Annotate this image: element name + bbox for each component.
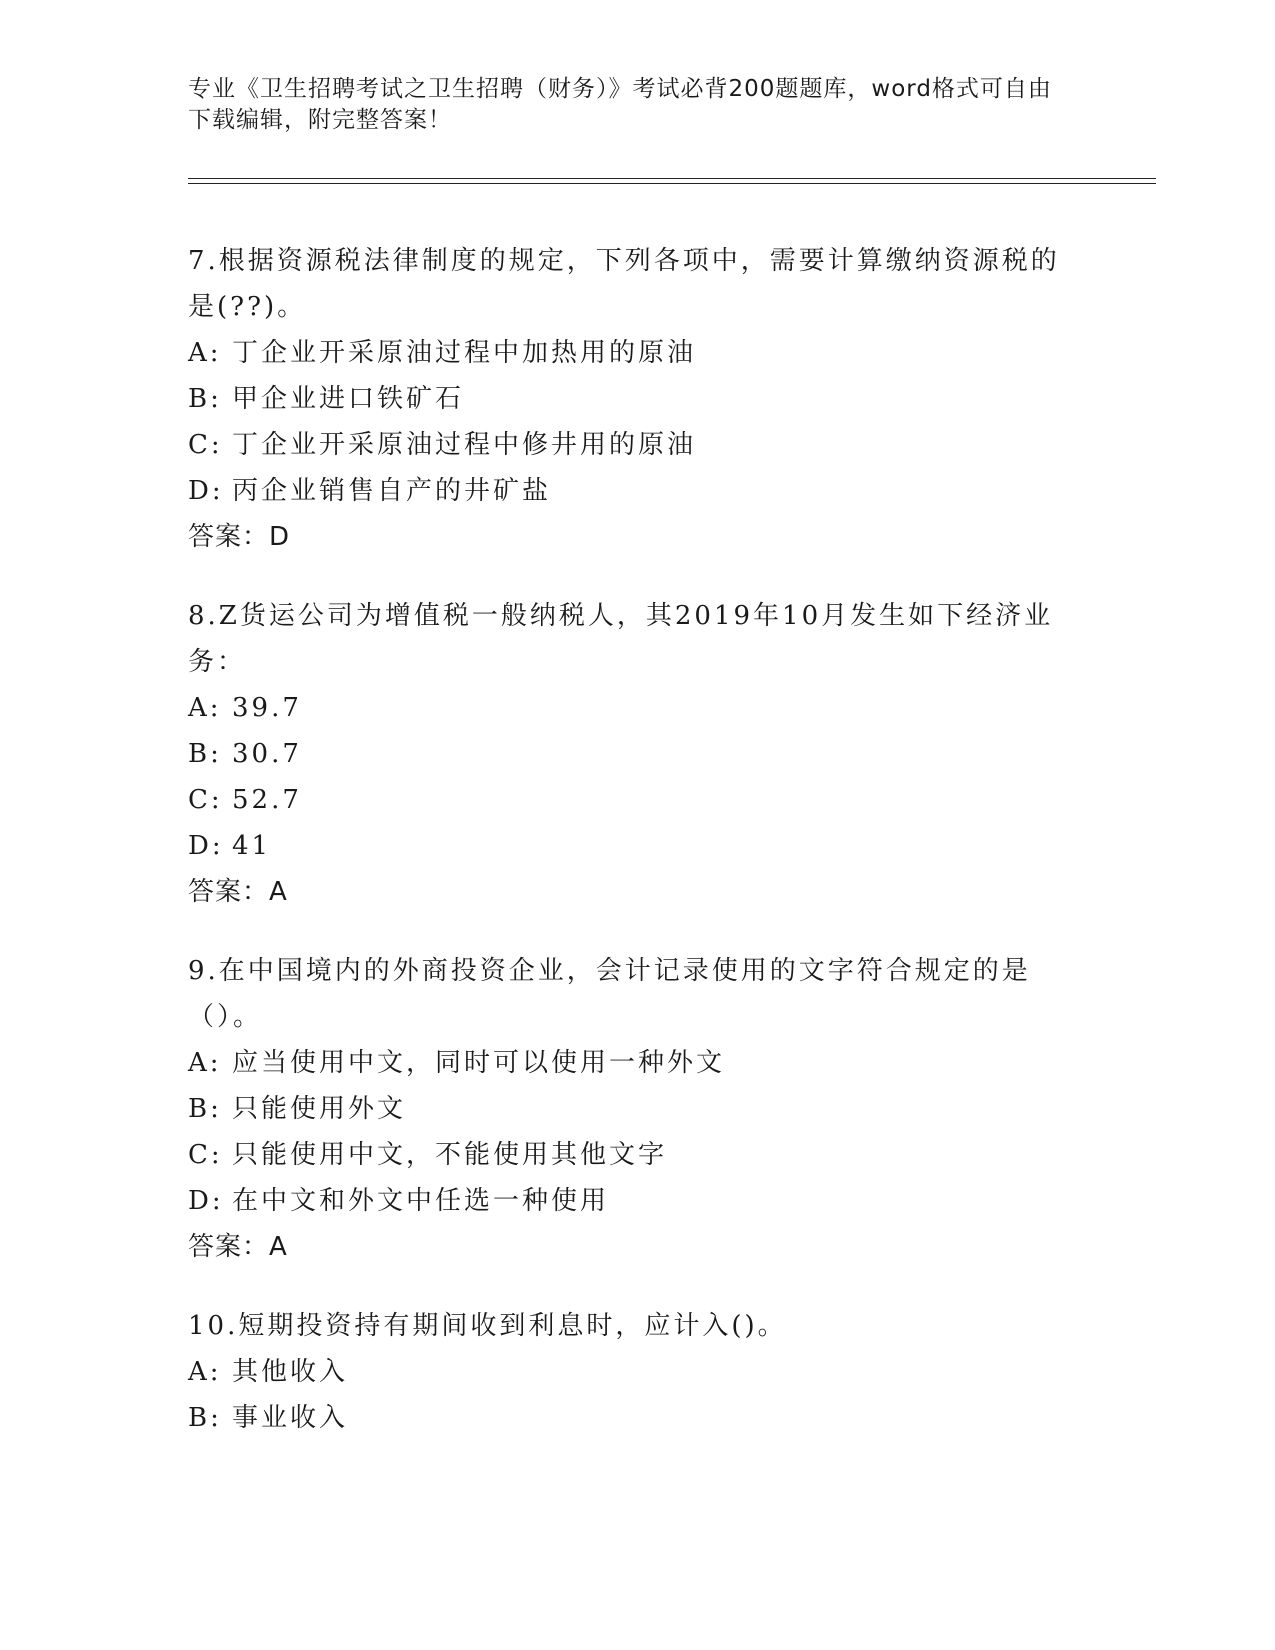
question-list [188, 238, 1088, 1474]
option-letter: D: [188, 476, 224, 506]
option-text: 丁企业开采原油过程中加热用的原油 [232, 338, 697, 368]
option-text: 其他收入 [232, 1357, 349, 1387]
option-letter: B: [188, 384, 222, 414]
question-stem: 10.短期投资持有期间收到利息时，应计入()。 [188, 1311, 787, 1341]
option-text: 41 [232, 831, 272, 861]
option-letter: A: [188, 338, 222, 368]
option-letter: D: [188, 1186, 224, 1216]
option-letter: A: [188, 1357, 222, 1387]
option-text: 39.7 [232, 693, 302, 723]
option-text: 只能使用中文，不能使用其他文字 [232, 1140, 668, 1170]
option-a [188, 1040, 1088, 1086]
option-letter: B: [188, 1403, 222, 1433]
document-header: 专业《卫生招聘考试之卫生招聘（财务）》考试必背200题题库，word格式可自由下载编辑，附完整答案！ [188, 76, 1052, 133]
answer-line: 答案：A [188, 1232, 288, 1262]
option-text: 在中文和外文中任选一种使用 [232, 1186, 610, 1216]
option-b [188, 376, 1088, 422]
option-letter: C: [188, 430, 223, 460]
option-d [188, 823, 1088, 869]
question-8 [188, 593, 1088, 915]
option-d [188, 468, 1088, 514]
option-letter: C: [188, 1140, 223, 1170]
question-stem: 9.在中国境内的外商投资企业，会计记录使用的文字符合规定的是（）。 [188, 956, 1031, 1032]
header-rule-bottom [188, 183, 1156, 184]
option-text: 甲企业进口铁矿石 [232, 384, 465, 414]
option-text: 丙企业销售自产的井矿盐 [232, 476, 552, 506]
option-c [188, 777, 1088, 823]
question-9 [188, 948, 1088, 1270]
option-text: 应当使用中文，同时可以使用一种外文 [232, 1048, 726, 1078]
option-letter: A: [188, 1048, 222, 1078]
option-c [188, 422, 1088, 468]
answer-line: 答案：A [188, 877, 288, 907]
option-text: 只能使用外文 [232, 1094, 407, 1124]
option-text: 52.7 [232, 785, 302, 815]
option-a [188, 1349, 1088, 1395]
question-7 [188, 238, 1088, 560]
option-letter: B: [188, 1094, 222, 1124]
option-letter: C: [188, 785, 223, 815]
option-d [188, 1178, 1088, 1224]
option-b [188, 1395, 1088, 1441]
option-letter: D: [188, 831, 224, 861]
option-text: 30.7 [232, 739, 302, 769]
question-10 [188, 1303, 1088, 1441]
answer-line: 答案：D [188, 522, 291, 552]
option-a [188, 330, 1088, 376]
option-letter: A: [188, 693, 222, 723]
option-b [188, 1086, 1088, 1132]
header-rule-top [188, 178, 1156, 179]
option-text: 丁企业开采原油过程中修井用的原油 [232, 430, 697, 460]
option-b [188, 731, 1088, 777]
question-stem: 8.Z货运公司为增值税一般纳税人，其2019年10月发生如下经济业务： [188, 601, 1054, 677]
option-a [188, 685, 1088, 731]
option-c [188, 1132, 1088, 1178]
option-text: 事业收入 [232, 1403, 349, 1433]
option-letter: B: [188, 739, 222, 769]
question-stem: 7.根据资源税法律制度的规定，下列各项中，需要计算缴纳资源税的是(??)。 [188, 246, 1060, 322]
